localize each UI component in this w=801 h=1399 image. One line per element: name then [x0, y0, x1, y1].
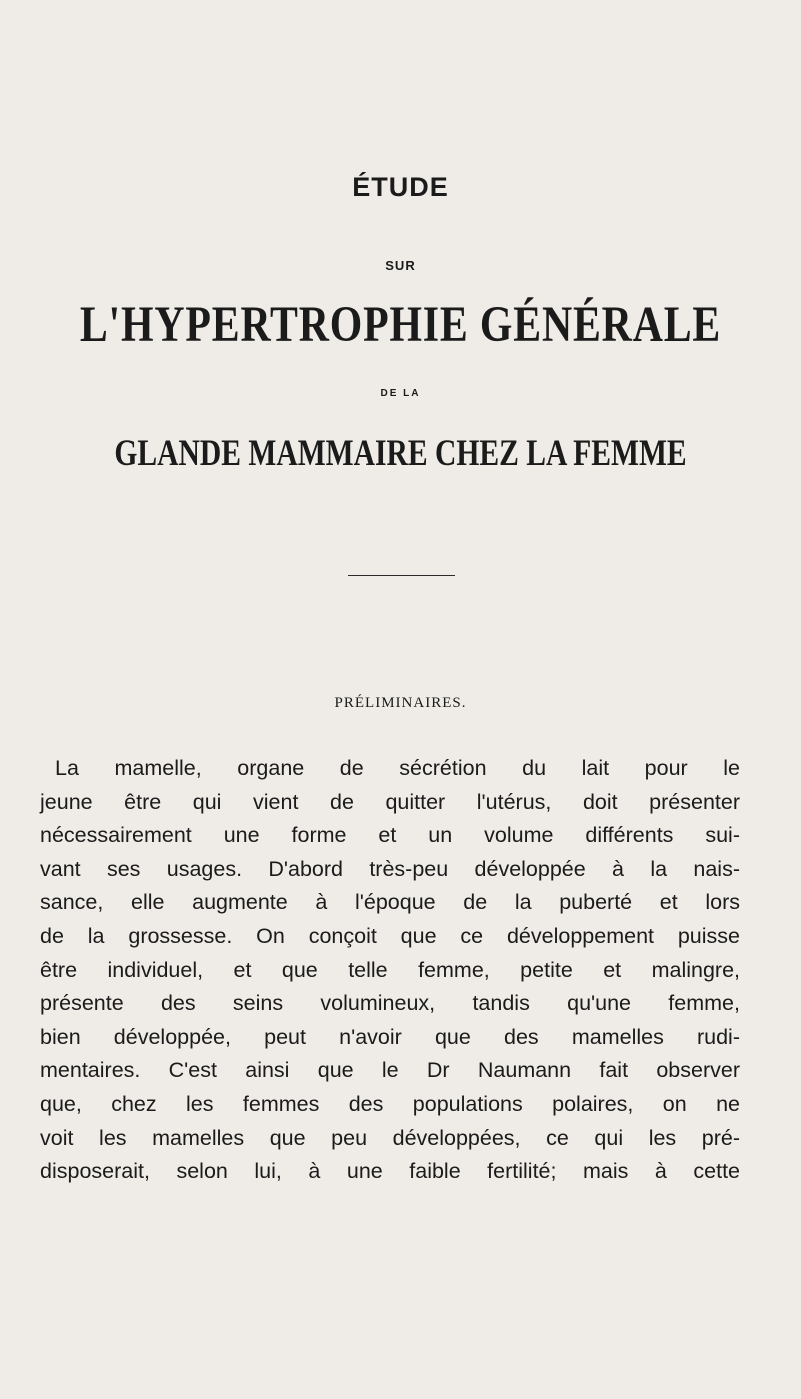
body-line: disposerait, selon lui, à une faible fertilité; mais à cette — [40, 1159, 740, 1184]
body-line: nécessairement une forme et un volume différents sui- — [40, 823, 740, 848]
body-line: voit les mamelles que peu développées, ce qui les pré- — [40, 1125, 740, 1150]
title-divider — [348, 575, 455, 576]
body-line: bien développée, peut n'avoir que des mamelles rudi- — [40, 1024, 740, 1049]
title-subtitle: GLANDE MAMMAIRE CHEZ LA FEMME — [114, 433, 687, 474]
body-line: présente des seins volumineux, tandis qu'une femme, — [40, 991, 740, 1016]
body-line: que, chez les femmes des populations polaires, on ne — [40, 1091, 740, 1116]
title-de-la: DE LA — [380, 388, 421, 399]
body-line: sance, elle augmente à l'époque de la puberté et lors — [40, 890, 740, 915]
body-line: vant ses usages. D'abord très-peu développée à la nais- — [40, 856, 740, 881]
body-line: jeune être qui vient de quitter l'utérus, doit présenter — [40, 789, 740, 814]
section-heading: PRÉLIMINAIRES. — [334, 695, 467, 711]
title-main: L'HYPERTROPHIE GÉNÉRALE — [79, 297, 722, 353]
body-line: de la grossesse. On conçoit que ce développement puisse — [40, 923, 740, 948]
title-sur: SUR — [385, 258, 416, 273]
body-line: être individuel, et que telle femme, petite et malingre, — [40, 957, 740, 982]
body-paragraph — [40, 752, 740, 1189]
title-etude: ÉTUDE — [352, 172, 449, 202]
body-line: La mamelle, organe de sécrétion du lait pour le — [55, 756, 740, 780]
body-line: mentaires. C'est ainsi que le Dr Naumann fait observer — [40, 1058, 740, 1083]
